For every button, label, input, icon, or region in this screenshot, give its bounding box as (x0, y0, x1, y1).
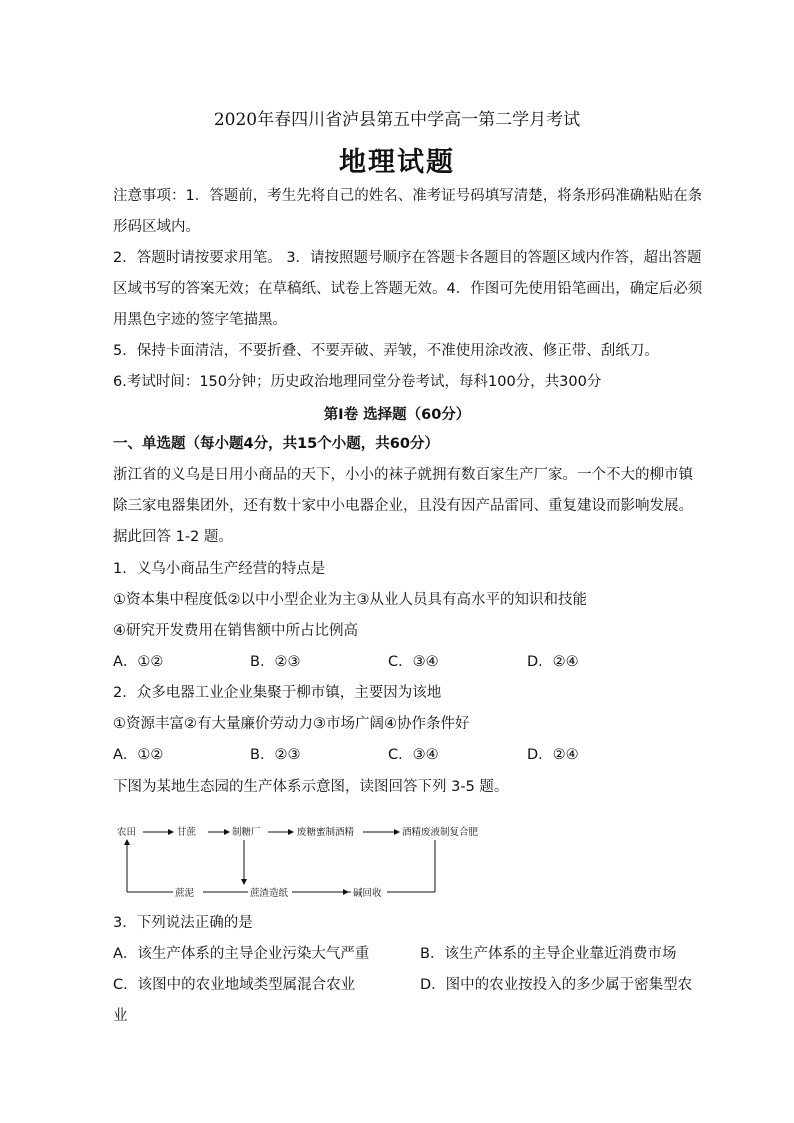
passage2-line-1: 下图为某地生态园的生产体系示意图，读图回答下列 3-5 题。 (113, 779, 509, 795)
q2-option-d: D．②④ (527, 747, 579, 763)
node-molasses-alcohol: 废糖蜜制酒精 (297, 827, 355, 838)
node-farmland: 农田 (117, 827, 137, 838)
q1-item-2: ④研究开发费用在销售额中所占比例高 (113, 623, 358, 639)
notes-line-1: 注意事项：1．答题前，考生先将自己的姓名、准考证号码填写清楚，将条形码准确粘贴在条 (113, 188, 703, 204)
q2-option-a: A．①② (113, 747, 164, 763)
production-system-diagram (113, 818, 493, 904)
passage1-line-1: 浙江省的义乌是日用小商品的天下，小小的袜子就拥有数百家生产厂家。一个不大的柳市镇 (113, 467, 693, 483)
section-title: 第Ⅰ卷 选择题（60分） (323, 407, 471, 423)
q1-stem: 1．义乌小商品生产经营的特点是 (113, 561, 326, 577)
exam-subtitle: 2020年春四川省泸县第五中学高一第二学月考试 (213, 110, 581, 130)
notes-line-4: 区域书写的答案无效；在草稿纸、试卷上答题无效。4．作图可先使用铅笔画出，确定后必须 (113, 281, 703, 297)
exam-title: 地理试题 (339, 147, 455, 178)
node-sugar-factory: 制糖厂 (232, 827, 261, 838)
node-sugarcane: 甘蔗 (177, 827, 197, 838)
q1-option-c: C．③④ (388, 654, 439, 670)
q3-stem: 3．下列说法正确的是 (113, 915, 253, 931)
q2-option-b: B．②③ (250, 747, 301, 763)
section-heading: 一、单选题（每小题4分，共15个小题，共60分） (113, 436, 439, 452)
notes-line-2: 形码区域内。 (113, 219, 200, 235)
notes-line-3: 2．答题时请按要求用笔。 3．请按照题号顺序在答题卡各题目的答题区域内作答，超出答题 (113, 250, 702, 266)
node-alcohol-fertilizer: 酒精废液制复合肥 (402, 827, 479, 838)
q2-stem: 2．众多电器工业企业集聚于柳市镇，主要因为该地 (113, 685, 442, 701)
q1-option-d: D．②④ (527, 654, 579, 670)
q2-item-1: ①资源丰富②有大量廉价劳动力③市场广阔④协作条件好 (113, 716, 470, 732)
q3-option-a: A．该生产体系的主导企业污染大气严重 (113, 946, 370, 962)
notes-line-7: 6.考试时间：150分钟；历史政治地理同堂分卷考试，每科100分，共300分 (113, 374, 602, 390)
node-alkali-recovery: 碱回收 (353, 888, 382, 899)
q1-item-1: ①资本集中程度低②以中小型企业为主③从业人员具有高水平的知识和技能 (113, 592, 587, 608)
q3-option-c: C．该图中的农业地域类型属混合农业 (113, 977, 356, 993)
passage1-line-2: 除三家电器集团外，还有数十家中小电器企业，且没有因产品雷同、重复建设而影响发展。 (113, 498, 693, 514)
node-bagasse-paper: 蔗渣造纸 (250, 888, 289, 899)
q3-option-d: D．图中的农业按投入的多少属于密集型农 (420, 977, 693, 993)
q3-option-b: B．该生产体系的主导企业靠近消费市场 (420, 946, 677, 962)
passage1-line-3: 据此回答 1-2 题。 (113, 529, 233, 545)
node-bagasse-mud: 蔗泥 (175, 888, 195, 899)
notes-line-6: 5．保持卡面清洁，不要折叠、不要弄破、弄皱，不准使用涂改液、修正带、刮纸刀。 (113, 343, 659, 359)
q2-option-c: C．③④ (388, 747, 439, 763)
q1-option-b: B．②③ (250, 654, 301, 670)
q1-option-a: A．①② (113, 654, 164, 670)
notes-line-5: 用黑色字迹的签字笔描黑。 (113, 312, 287, 328)
q3-option-d-continued: 业 (113, 1008, 128, 1024)
